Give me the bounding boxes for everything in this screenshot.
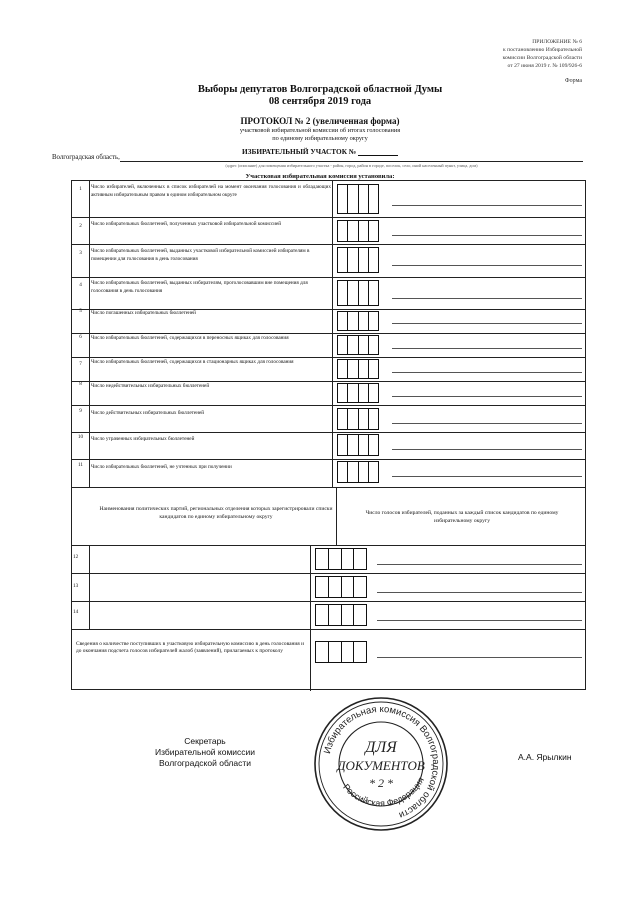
row-text: Число избирательных бюллетеней, не учтенных при получении: [91, 464, 232, 470]
row-number: 3: [79, 250, 82, 256]
address-hint: (адрес (описание) для помещения избирательного участка - район, город, район в городе, поселок, село, иной населенный пункт, улица, дом): [225, 163, 478, 168]
divider: [72, 601, 585, 602]
row-number: 13: [73, 583, 79, 589]
divider: [72, 545, 585, 546]
row-text: Число избирателей, включенных в список избирателей на момент окончания голосования и обладающих активным избирательным правом в едином избирательном округе: [91, 184, 331, 198]
row-text: Число действительных избирательных бюллетеней: [91, 410, 205, 416]
signature-title: Избирательной комиссии: [154, 747, 256, 757]
words-line[interactable]: [392, 476, 582, 477]
stamp-center-3: * 2 *: [369, 776, 393, 790]
row-number: 6: [79, 334, 82, 340]
appendix-line: комиссии Волгоградской области: [502, 55, 582, 61]
divider: [72, 432, 585, 433]
divider: [72, 381, 585, 382]
digit-boxes[interactable]: [337, 220, 379, 242]
digit-boxes[interactable]: [337, 408, 379, 430]
words-line[interactable]: [392, 372, 582, 373]
row-number: 4: [79, 282, 82, 288]
words-line[interactable]: [392, 265, 582, 266]
address-field[interactable]: [120, 161, 583, 162]
precinct-label: ИЗБИРАТЕЛЬНЫЙ УЧАСТОК №: [241, 147, 357, 156]
digit-boxes[interactable]: [337, 280, 379, 306]
official-stamp: [311, 694, 451, 834]
digit-boxes[interactable]: [337, 247, 379, 273]
row-text: Число погашенных избирательных бюллетеней: [91, 310, 196, 316]
stamp-center-2: ДОКУМЕНТОВ: [337, 758, 425, 773]
divider: [72, 487, 585, 488]
stamp-icon: [311, 694, 451, 834]
row-number: 9: [79, 408, 82, 414]
digit-boxes[interactable]: [315, 604, 367, 626]
form-label: Форма: [564, 78, 582, 84]
row-text: Число избирательных бюллетеней, полученных участковой избирательной комиссией: [91, 221, 282, 227]
divider: [72, 573, 585, 574]
row-number: 1: [79, 186, 82, 192]
appendix-line: от 27 июня 2019 г. № 109/926-6: [507, 63, 582, 69]
divider: [310, 545, 311, 629]
stamp-bottom-text: Российская Федерация: [341, 775, 426, 809]
divider: [72, 333, 585, 334]
signature-title: Волгоградской области: [158, 758, 252, 768]
protocol-subtitle: участковой избирательной комиссии об итогах голосования: [239, 127, 401, 134]
words-line[interactable]: [377, 657, 582, 658]
row-number: 2: [79, 223, 82, 229]
row-number: 10: [77, 434, 84, 440]
divider: [89, 181, 90, 487]
digit-boxes[interactable]: [337, 359, 379, 379]
stamp-ring-text: Избирательная комиссия Волгоградской области: [322, 703, 442, 821]
row-text: Число избирательных бюллетеней, выданных избирателям, проголосовавшим вне помещения для голосования в день голосования: [91, 280, 308, 294]
stamp-center-1: ДЛЯ: [365, 739, 397, 756]
precinct-number-field[interactable]: [358, 148, 398, 156]
divider: [72, 244, 585, 245]
row-text: Число избирательных бюллетеней, выданных участковой избирательной комиссией избирателям в помещении для голосования в день голосования: [91, 248, 310, 262]
digit-boxes[interactable]: [337, 461, 379, 483]
row-number: 7: [79, 361, 82, 367]
words-line[interactable]: [377, 620, 582, 621]
digit-boxes[interactable]: [337, 311, 379, 331]
words-line[interactable]: [392, 323, 582, 324]
row-text: Число избирательных бюллетеней, содержащихся в переносных ящиках для голосования: [91, 335, 289, 341]
row-text: Число утраченных избирательных бюллетеней: [91, 436, 195, 442]
words-line[interactable]: [377, 564, 582, 565]
votes-header: Число голосов избирателей, поданных за каждый список кандидатов по единому избирательному округу: [365, 510, 559, 524]
parties-header: Наименования политических партий, региональных отделения которых зарегистрировали списки кандидатов по единому избирательному округу: [99, 506, 333, 520]
digit-boxes[interactable]: [337, 335, 379, 355]
digit-boxes[interactable]: [315, 576, 367, 598]
complaints-text: Сведения о количестве поступивших в участковую избирательную комиссию в день голосования и до окончания подсчета голосов избирателей жалоб (заявлений), прилагаемых к протоколу: [76, 641, 304, 655]
signature-title: Секретарь: [184, 736, 226, 746]
divider: [310, 629, 311, 691]
words-line[interactable]: [392, 396, 582, 397]
digit-boxes[interactable]: [337, 383, 379, 403]
protocol-table: [71, 180, 586, 690]
divider: [72, 405, 585, 406]
row-number: 5: [79, 308, 82, 314]
row-number: 12: [73, 554, 79, 560]
words-line[interactable]: [392, 348, 582, 349]
signature-block: [140, 736, 270, 769]
row-number: 14: [73, 609, 79, 615]
words-line[interactable]: [392, 423, 582, 424]
election-title: Выборы депутатов Волгоградской областной Думы: [197, 84, 443, 95]
appendix-line: ПРИЛОЖЕНИЕ № 6: [532, 39, 582, 45]
words-line[interactable]: [377, 592, 582, 593]
divider: [336, 487, 337, 545]
divider: [72, 629, 585, 630]
appendix-line: к постановлению Избирательной: [503, 47, 582, 53]
words-line[interactable]: [392, 449, 582, 450]
protocol-title: ПРОТОКОЛ № 2 (увеличенная форма): [240, 116, 400, 126]
digit-boxes[interactable]: [337, 434, 379, 456]
signatory-name: А.А. Ярылкин: [518, 752, 572, 762]
election-date: 08 сентября 2019 года: [268, 96, 372, 107]
row-number: 11: [78, 462, 83, 468]
digit-boxes[interactable]: [315, 548, 367, 570]
region-label: Волгоградская область,: [52, 154, 120, 161]
digit-boxes[interactable]: [337, 184, 379, 214]
divider: [72, 459, 585, 460]
protocol-subtitle-2: по единому избирательному округу: [272, 135, 368, 142]
row-text: Число избирательных бюллетеней, содержащихся в стационарных ящиках для голосования: [91, 359, 294, 365]
divider: [332, 181, 333, 487]
digit-boxes[interactable]: [315, 641, 367, 663]
divider: [72, 217, 585, 218]
words-line[interactable]: [392, 235, 582, 236]
divider: [72, 277, 585, 278]
divider: [72, 357, 585, 358]
row-text: Число недействительных избирательных бюллетеней: [91, 383, 210, 389]
words-line[interactable]: [392, 205, 582, 206]
appendix-block: [432, 38, 582, 70]
words-line[interactable]: [392, 298, 582, 299]
commission-established: Участковая избирательная комиссия установила:: [245, 173, 395, 180]
row-number: 8: [79, 381, 82, 387]
